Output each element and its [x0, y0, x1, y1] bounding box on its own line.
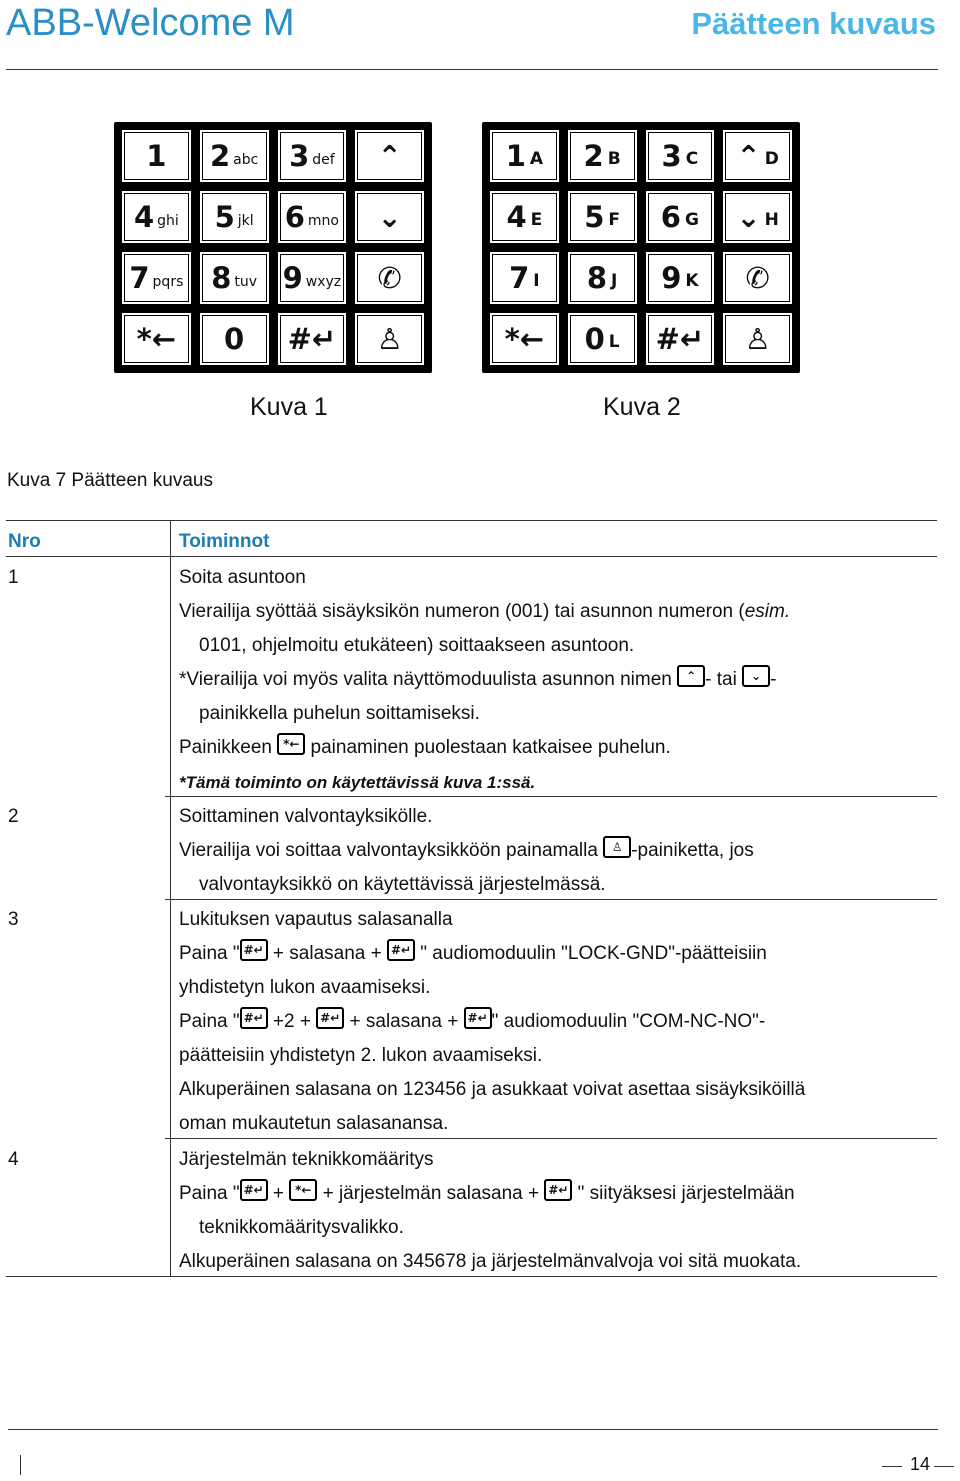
key-sub-label: L: [608, 332, 620, 352]
key-sub-label: C: [685, 149, 699, 169]
row-number: 3: [8, 909, 19, 930]
caption-kuva-2: Kuva 2: [603, 393, 681, 421]
key-main-label: ⌃: [377, 139, 402, 173]
row-title: Soittaminen valvontayksikölle.: [179, 806, 433, 827]
key-main-label: 6: [660, 200, 681, 234]
keypad-key: [276, 311, 349, 367]
key-sub-label: wxyz: [305, 274, 342, 290]
keypad-key: [721, 128, 794, 184]
table-text: teknikkomääritysvalikko.: [199, 1217, 404, 1238]
row-number: 4: [8, 1149, 19, 1170]
keypad-key: [644, 189, 717, 245]
figure-caption: Kuva 7 Päätteen kuvaus: [7, 470, 213, 491]
star-key-icon: *←: [277, 733, 305, 755]
key-sub-label: jkl: [237, 213, 254, 229]
keypad-key: [644, 311, 717, 367]
key-main-label: 7: [509, 261, 530, 295]
table-text: Painikkeen *← painaminen puolestaan katkaisee puhelun.: [179, 737, 671, 759]
key-main-label: 4: [133, 200, 155, 234]
key-main-label: 2: [209, 139, 231, 173]
header-rule: [6, 69, 938, 70]
keypad-key: [198, 128, 271, 184]
keypad-key: [488, 189, 561, 245]
header-section-title: Päätteen kuvaus: [691, 6, 936, 41]
keypad-key: [276, 128, 349, 184]
table-row-rule: [165, 1138, 937, 1139]
hash-key-icon: #↵: [240, 1179, 268, 1201]
header-nro: Nro: [8, 531, 41, 552]
key-main-label: 0: [224, 322, 245, 356]
key-sub-label: K: [685, 271, 699, 291]
keypad-key: [198, 250, 271, 306]
key-main-label: #↵: [655, 322, 705, 356]
keypad-key: [721, 189, 794, 245]
keypad-key: [120, 128, 193, 184]
key-main-label: 1: [505, 139, 526, 173]
keypad-key: [488, 250, 561, 306]
key-main-label: 2: [583, 139, 604, 173]
key-sub-label: A: [529, 149, 544, 169]
table-text: oman mukautetun salasanansa.: [179, 1113, 449, 1134]
key-sub-label: I: [533, 271, 540, 291]
table-bottom-rule: [6, 1276, 937, 1277]
table-top-rule: [6, 520, 937, 521]
keypad-key: [353, 189, 426, 245]
footer-bar: [20, 1455, 21, 1475]
key-main-label: 3: [289, 139, 310, 173]
table-text: Alkuperäinen salasana on 123456 ja asukkaat voivat asettaa sisäyksiköillä: [179, 1079, 806, 1100]
table-text: valvontayksikkö on käytettävissä järjestelmässä.: [199, 874, 606, 895]
page-number: 14: [909, 1454, 930, 1474]
keypad-key: [644, 128, 717, 184]
keypad-key: [198, 311, 271, 367]
key-main-label: ✆: [745, 261, 770, 295]
footer-dash-right: [934, 1466, 954, 1467]
key-main-label: 9: [661, 261, 682, 295]
table-text: yhdistetyn lukon avaamiseksi.: [179, 977, 431, 998]
table-row-rule: [165, 796, 937, 797]
keypad-key: [566, 128, 639, 184]
table-text: Paina " #↵ + *← + järjestelmän salasana + #↵ " siityäksesi järjestelmään: [179, 1183, 795, 1205]
keypad-key: [721, 311, 794, 367]
key-sub-label: ghi: [157, 213, 179, 229]
table-text: Paina " #↵ + salasana + #↵ " audiomoduulin "LOCK-GND"-päätteisiin: [179, 943, 767, 965]
guard-key-icon: ♙: [603, 836, 631, 858]
key-main-label: ⌃: [736, 139, 761, 173]
keypad-key: [644, 250, 717, 306]
key-main-label: *←: [136, 322, 177, 356]
table-text: *Vierailija voi myös valita näyttömoduulista asunnon nimen ⌃ - tai ⌄ -: [179, 669, 776, 691]
table-row-rule: [165, 899, 937, 900]
keypad-key: [120, 189, 193, 245]
key-sub-label: J: [611, 271, 618, 291]
table-text: Alkuperäinen salasana on 345678 ja järjestelmänvalvoja voi sitä muokata.: [179, 1251, 802, 1272]
header-brand: ABB-Welcome M: [6, 2, 295, 44]
key-main-label: ⌄: [377, 200, 402, 234]
row-number: 1: [8, 567, 19, 588]
key-main-label: 0: [584, 322, 605, 356]
key-main-label: 8: [211, 261, 232, 295]
key-sub-label: F: [608, 210, 621, 230]
hash-key-icon: #↵: [240, 939, 268, 961]
keypad-key: [198, 189, 271, 245]
key-sub-label: pqrs: [152, 274, 184, 290]
table-text: Paina " #↵ +2 + #↵ + salasana + #↵ " audiomoduulin "COM-NC-NO"-: [179, 1011, 765, 1033]
table-text: 0101, ohjelmoitu etukäteen) soittaakseen asuntoon.: [199, 635, 635, 656]
hash-key-icon: #↵: [387, 939, 415, 961]
keypad-key: [488, 128, 561, 184]
key-sub-label: def: [312, 152, 335, 168]
keypad-key: [276, 189, 349, 245]
keypad-figure-2: [482, 122, 800, 373]
keypad-key: [120, 250, 193, 306]
caption-kuva-1: Kuva 1: [250, 393, 328, 421]
key-sub-label: D: [764, 149, 779, 169]
key-main-label: 4: [506, 200, 527, 234]
row-title: Järjestelmän teknikkomääritys: [179, 1149, 434, 1170]
key-sub-label: B: [607, 149, 621, 169]
table-note: *Tämä toiminto on käytettävissä kuva 1:ssä.: [179, 773, 536, 792]
key-main-label: ⌄: [736, 200, 761, 234]
keypad-key: [353, 250, 426, 306]
footer-rule: [8, 1429, 938, 1430]
key-sub-label: tuv: [234, 274, 258, 290]
keypad-key: [276, 250, 349, 306]
key-sub-label: H: [764, 210, 779, 230]
row-title: Lukituksen vapautus salasanalla: [179, 909, 453, 930]
key-main-label: 1: [146, 139, 167, 173]
table-header-rule: [6, 556, 937, 557]
keypad-key: [353, 311, 426, 367]
key-sub-label: abc: [233, 152, 259, 168]
footer-dash-left: [882, 1466, 902, 1467]
hash-key-icon: #↵: [544, 1179, 572, 1201]
key-main-label: 3: [661, 139, 682, 173]
hash-key-icon: #↵: [464, 1007, 492, 1029]
key-main-label: ♙: [744, 322, 771, 356]
down-key-icon: ⌄: [742, 665, 770, 687]
up-key-icon: ⌃: [677, 665, 705, 687]
star-key-icon: *←: [289, 1179, 317, 1201]
key-main-label: 8: [586, 261, 608, 295]
key-main-label: ♙: [376, 322, 403, 356]
key-sub-label: E: [530, 210, 543, 230]
keypad-key: [353, 128, 426, 184]
header-toiminnot: Toiminnot: [179, 531, 270, 552]
key-main-label: 5: [214, 200, 235, 234]
table-text: Vierailija syöttää sisäyksikön numeron (001) tai asunnon numeron (esim.: [179, 601, 791, 622]
key-main-label: #↵: [287, 322, 337, 356]
row-number: 2: [8, 806, 19, 827]
keypad-key: [566, 250, 639, 306]
keypad-key: [120, 311, 193, 367]
keypad-key: [566, 311, 639, 367]
key-main-label: 7: [129, 261, 150, 295]
key-main-label: 9: [282, 261, 303, 295]
table-text: painikkella puhelun soittamiseksi.: [199, 703, 480, 724]
key-main-label: *←: [504, 322, 545, 356]
table-text: päätteisiin yhdistetyn 2. lukon avaamiseksi.: [179, 1045, 543, 1066]
keypad-key: [566, 189, 639, 245]
key-main-label: 5: [584, 200, 605, 234]
keypad-key: [488, 311, 561, 367]
key-sub-label: mno: [307, 213, 339, 229]
hash-key-icon: #↵: [240, 1007, 268, 1029]
row-title: Soita asuntoon: [179, 567, 306, 588]
keypad-figure-1: [114, 122, 432, 373]
key-main-label: ✆: [377, 261, 402, 295]
key-sub-label: G: [684, 210, 699, 230]
hash-key-icon: #↵: [316, 1007, 344, 1029]
key-main-label: 6: [284, 200, 305, 234]
table-text: Vierailija voi soittaa valvontayksikköön painamalla ♙ -painiketta, jos: [179, 840, 754, 862]
keypad-key: [721, 250, 794, 306]
